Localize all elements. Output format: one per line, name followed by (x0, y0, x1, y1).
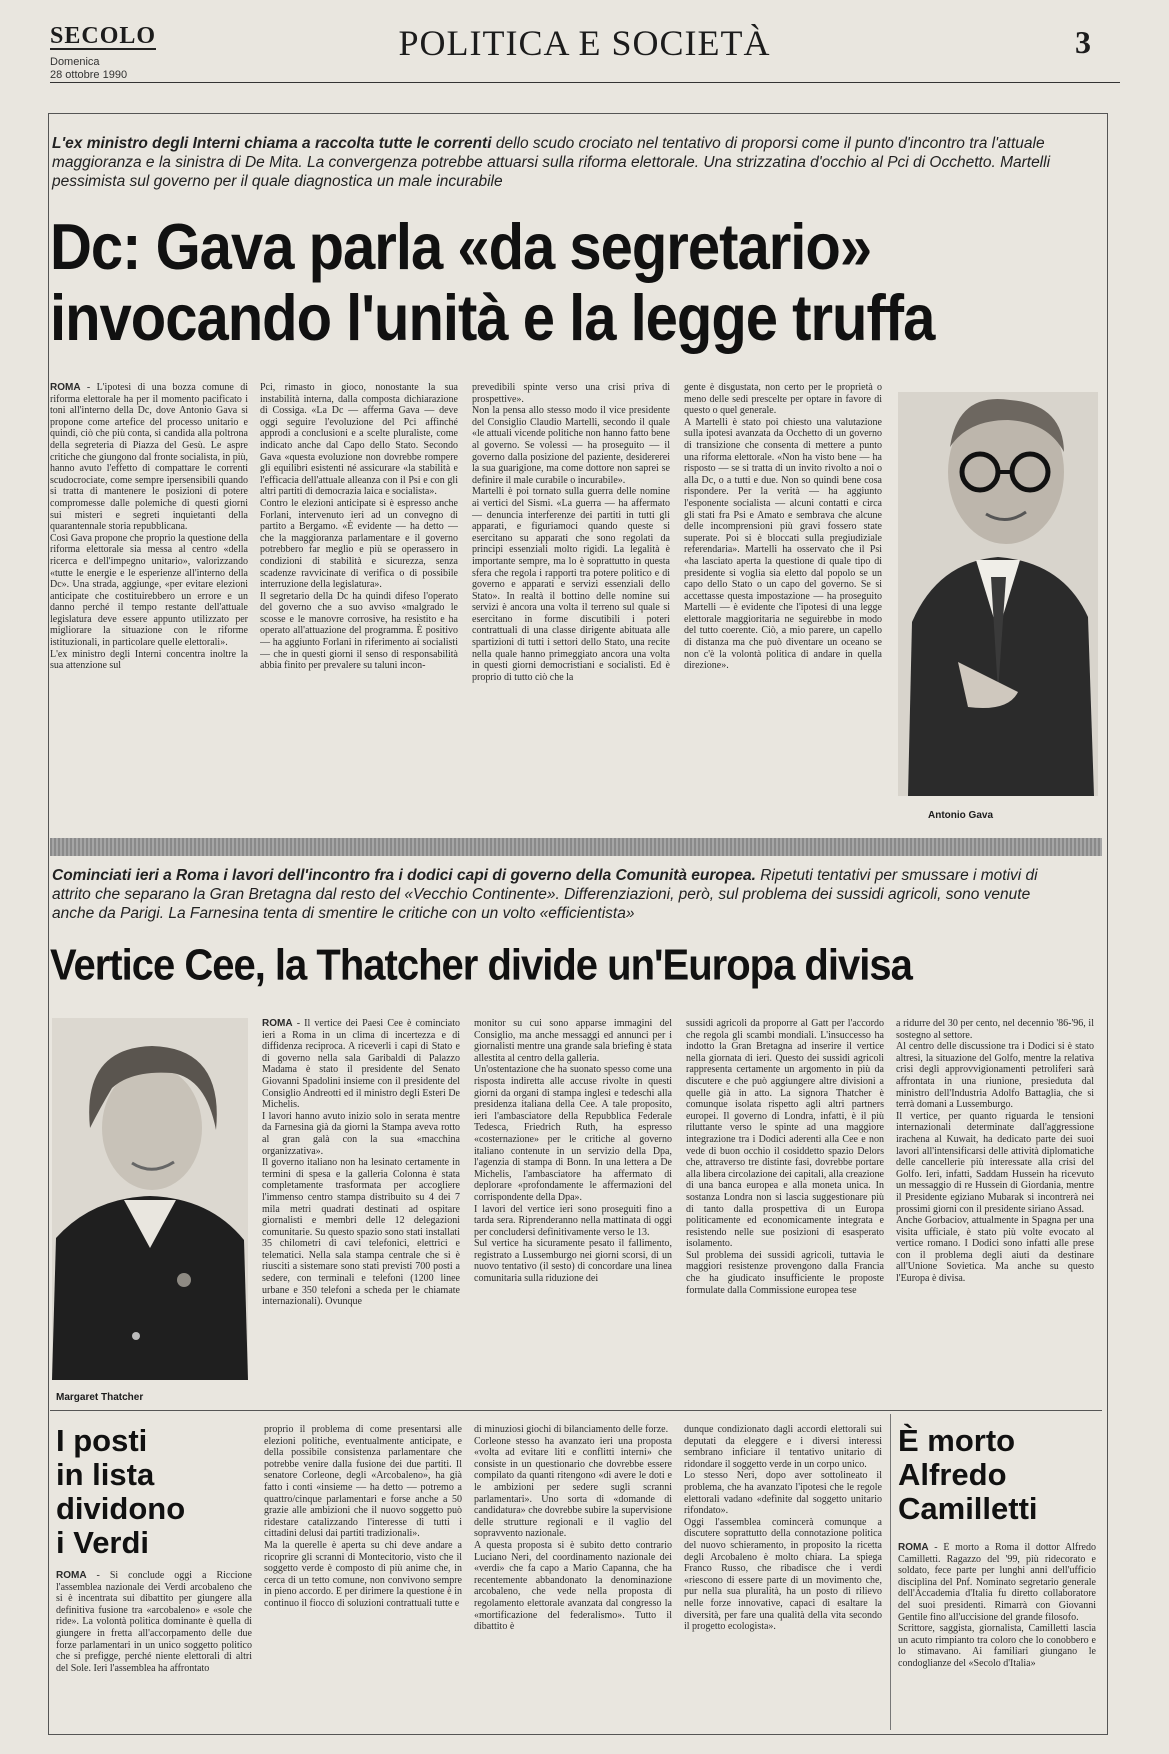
masthead-day: Domenica (50, 56, 100, 68)
gava-column-3: prevedibili spinte verso una crisi priva di prospettive». Non la pensa allo stesso modo il vice presidente del Consiglio Claudio Martelli, secondo il quale «le attuali vicende politiche non hanno fatto bene al governo. Se volessi — ha proseguito — il governo dalla posizione del paziente, desidererei la sua guarigione, ma come dottore non saprei se definire il male curabile o incurabile». Martelli è poi tornato sulla guerra delle nomine ai vertici del Sismi. «La guerra — ha affermato — denuncia interferenze dei partiti in tutti gli apparati, e figuriamoci quando queste si esercitano su apparati che sono regolati da principi essenziali molto rigidi. La legalità è importante sempre, ma lo è soprattutto in questa sfera che regola i rapporti tra potere politico e di governo e apparati e servizi essenziali dello Stato». In realtà il bottino delle nomine sui servizi è ancora una volta il terreno sul quale si esercitano in forme discutibili i poteri contrattuali di una classe dirigente abituata alle spartizioni di tutti i settori dello Stato, una recite nella quale hanno primeggiato ancora una volta in questi giorni democristiani e socialisti. Ed è proprio di tutto ciò che la (472, 382, 670, 683)
verdi-dateline: ROMA (56, 1570, 87, 1581)
cee-deck-bold: Cominciati ieri a Roma i lavori dell'incontro fra i dodici capi di governo della Comunità europea. (52, 867, 756, 884)
cee-dateline: ROMA (262, 1018, 293, 1029)
gava-deck-text: dello scudo crociato nel tentativo di proporsi come il punto d'incontro tra l'attuale maggioranza e la sinistra di De Mita. La convergenza potrebbe attuarsi sulla riforma elettorale. Una strizzatina d'occhio al Pci di Occhetto. Martelli pessimista sul governo per il quale diagnostica un male incurabile (52, 135, 1051, 190)
gava-column-2: Pci, rimasto in gioco, nonostante la sua instabilità interna, dalla composta dichiarazione di Cossiga. «La Dc — afferma Gava — deve oggi seguire l'evoluzione del Pci affinché approdi a conclusioni e a scelte pluraliste, come indicato anche dal Capo dello Stato. Secondo Gava «questa evoluzione non dovrebbe rompere gli equilibri esistenti né assicurare «la stabilità e l'efficacia dell'attuale alleanza con il Psi e con gli altri partiti di democrazia laica e socialista». Contro le elezioni anticipate si è espresso anche Forlani, intervenuto ieri ad un convegno di partito a Bergamo. «È evidente — ha detto — che la maggioranza parlamentare e il governo potrebbero far meglio e più se operassero in condizioni di stabilità e sicurezza, senza scadenze ravvicinate di verifica o di possibile interruzione della legislatura». Il segretario della Dc ha quindi difeso l'operato del governo che a suo avviso «malgrado le scosse e le manovre corrosive, ha resistito e ha operato all'attuazione del programma. È positivo — ha aggiunto Forlani in riferimento ai socialisti — che in questi giorni il senso di responsabilità abbia finito per prevalere su taluni incon- (260, 382, 458, 672)
thatcher-photo (52, 1018, 248, 1380)
gava-photo (898, 392, 1098, 796)
verdi-column-2: proprio il problema di come presentarsi alle elezioni politiche, eventualmente anticipate, e della possibile consistenza parlamentare che potrebbe venire dalla fusione dei due partiti. Il senatore Corleone, degli «Arcobaleno», ha già fatto i conti «insieme — ha detto — potremo a quattro/cinque parlamentari e forse anche a 50 grazie alle ambizioni che il nuovo soggetto può ridestare catalizzando l'interesse di tutti i cittadini delusi dai partiti tradizionali». Ma la querelle è aperta su chi deve andare a ricoprire gli scranni di Montecitorio, visto che il soggetto verde è composto di più anime che, in cerca di un tetto comune, non convivono sempre in pieno accordo. E per dirimere la questione è in continuo il fiocco di soluzioni contrattuali tutte e (264, 1424, 462, 1609)
camilletti-column-text: - È morto a Roma il dottor Alfredo Camilletti. Ragazzo del '99, più ridecorato e soldato, fece parte per lunghi anni dell'ufficio disciplina del Pnf. Nominato segretario generale dell'Accademia d'Italia fu diretto collaboratore del suoi presidenti. Rimarrà con Giovanni Gentile fino all'uccisione del grande filosofo. Scrittore, saggista, giornalista, Camilletti lascia un acuto rimpianto tra coloro che lo conobbero e lo stimavano. Ai familiari giungano le condoglianze del «Secolo d'Italia» (898, 1542, 1096, 1669)
cee-column-2: monitor su cui sono apparse immagini del Consiglio, ma anche messaggi ed annunci per i giornalisti mentre una grande sala briefing è stata allestita al centro della galleria. Un'ostentazione che ha suonato spesso come una risposta indiretta alle accuse rivolte in questi giorni da organi di stampa inglesi e tedeschi alla presidenza italiana della Cee. A tale proposito, ieri l'ambasciatore della Repubblica Federale Tedesca, Friedrich Ruth, ha espresso «costernazione» per le critiche al governo italiano contenute in un servizio della Dpa, l'agenzia di stampa di Bonn. In una lettera a De Michelis, l'ambasciatore ha affermato di deplorare «profondamente le affermazioni del corrispondente della Dpa». I lavori del vertice ieri sono proseguiti fino a tarda sera. Riprenderanno nella mattinata di oggi per concludersi definitivamente verso le 13. Sul vertice ha sicuramente pesato il fallimento, registrato a Lussemburgo nei giorni scorsi, di un nuovo tentativo (il sesto) di concordare una linea comunitaria sulla riduzione dei (474, 1018, 672, 1285)
bottom-divider (50, 1410, 1102, 1411)
thatcher-photo-caption: Margaret Thatcher (56, 1392, 144, 1403)
masthead-date-text: 28 ottobre 1990 (50, 69, 128, 81)
gava-headline-line2: invocando l'unità e la legge truffa (50, 281, 935, 355)
cee-column-1-text: - Il vertice dei Paesi Cee è cominciato ieri a Roma in un clima di incertezza e di diffidenza reciproca. A riceverli i capi di Stato e di governo nella sala Garibaldi di Palazzo Madama è stato il presidente del Senato Giovanni Spadolini insieme con il presidente del Consiglio Andreotti ed il ministro degli Esteri De Michelis. I lavori hanno avuto inizio solo in serata mentre da Farnesina già da giorni la Stampa aveva rotto al gran galà con la sua «macchina organizzativa». Il governo italiano non ha lesinato certamente in termini di spesa e la galleria Colonna è stata completamente trasformata per accogliere l'immenso centro stampa distribuito su 4 dei 7 mila metri quadrati destinati ad ospitare giornalisti e membri delle 12 delegazioni comunitarie. Su questo spazio sono stati installati 35 chilometri di cavi telefonici, elettrici e telematici. Nella sala stampa centrale che si è riusciti a sistemare sono stati previsti 700 posti a sedere, con terminali e telefoni (1200 linee urbane e 350 telefoni a scheda per le chiamate internazionali). Ovunque (262, 1018, 460, 1308)
camilletti-headline-line2: Alfredo (898, 1457, 1007, 1492)
gava-headline-line1: Dc: Gava parla «da segretario» (50, 210, 872, 284)
cee-deck-text: Ripetuti tentativi per smussare i motivi di attrito che separano la Gran Bretagna dal resto del «Vecchio Continente». Differenziazioni, però, sul problema dei sussidi agricoli, sono venute anche da Parigi. La Farnesina tenta di smentire le critiche con un volto «efficientista» (52, 867, 1038, 922)
camilletti-dateline: ROMA (898, 1542, 929, 1553)
verdi-column-4: dunque condizionato dagli accordi elettorali sui deputati da eleggere e i diversi interessi sembrano inficiare il tentativo unitario di ridondare il soggetto verde in un corpo unico. Lo stesso Neri, dopo aver sottolineato il problema, che ha avanzato l'ipotesi che le regole elettorali vadano «definite dal soggetto unitario rifondato». Oggi l'assemblea comincerà comunque a discutere soprattutto della connotazione politica del nuovo schieramento, in proposito la ricetta degli Arcobaleno è molto chiara. La spiega Franco Russo, che ribadisce che i verdi «riescono di essere parte di un movimento che, pur nella sua pluralità, ha un posto di rilievo nelle forze innovative, capaci di esaltare la diversità, per fare una qualità della vita secondo il progetto ecologista». (684, 1424, 882, 1633)
verdi-headline (56, 1424, 256, 1560)
gava-column-1 (50, 382, 248, 822)
gava-column-4: gente è disgustata, non certo per le proprietà o meno delle sedi prescelte per optare in favore di questo o quel generale. A Martelli è stato poi chiesto una valutazione sulla ipotesi avanzata da Occhetto di un governo di transizione che consenta di mettere a punto una riforma elettorale. «Non ha visto bene — ha risposto — se si tratta di un invito rivolto a noi o alla Dc, o a tutti e due. Non so quindi bene cosa rispondere. Per la verità — ha aggiunto l'esponente socialista — alcuni contatti e circa gli stati fra Psi e Amato e sembrava che alcune delle incomprensioni più gravi fossero state superate. Poi si è bloccati sulla pregiudiziale referendaria». Martelli ha osservato che il Psi «ha lasciato aperta la questione di quale tipo di presidente si voglia sia eletto dal popolo se un capo dello Stato o un capo del governo. Se si accettasse questa impostazione — ha proseguito Martelli — è evidente che l'ipotesi di una legge elettorale maggioritaria ne seguirebbe in modo del tutto coerente. Ciò, a mio parere, un capello di distanza ma che può diventare un oceano se non c'è la volontà politica di andare in quella direzione». (684, 382, 882, 672)
camilletti-column (898, 1542, 1096, 1730)
camilletti-headline (898, 1424, 1098, 1526)
camilletti-headline-line3: Camilletti (898, 1491, 1038, 1526)
gava-deck (52, 134, 1052, 191)
header-rule (50, 82, 1120, 83)
camilletti-box-left-rule (890, 1414, 891, 1730)
verdi-headline-line4: i Verdi (56, 1525, 150, 1560)
section-title: POLITICA E SOCIETÀ (398, 23, 771, 63)
masthead-logo: SECOLO (50, 23, 157, 49)
gava-column-1-text: - L'ipotesi di una bozza comune di riforma elettorale ha per il momento pacificato i toni all'interno della Dc, dove Antonio Gava si propone come artefice del processo unitario e quindi, ciò che più conta, si candida alla poltrona della segreteria di Piazza del Gesù. Le aspre critiche che giungono dal fronte socialista, in più, hanno avuto l'effetto di compattare le correnti scudocrociate, come sempre ipersensibili quando si tratta di mantenere le posizioni di potere compromesse dalle polemiche di questi giorni sui misteri e segreti inquietanti della quarantennale storia repubblicana. Così Gava propone che proprio la questione della riforma elettorale sia messa al centro «della ricerca e dell'impegno unitario», valorizzando «tutte le energie e le esperienze all'interno della Dc». Una strada, aggiunge, «per evitare elezioni anticipate che costituirebbero un errore e un danno perché il tempo restante dell'attuale legislatura deve essere appunto utilizzato per migliorare la situazione con le riforme istituzionali, in particolare quelle elettorali». L'ex ministro degli Interni concentra inoltre la sua attenzione sul (50, 382, 248, 672)
camilletti-headline-line1: È morto (898, 1423, 1016, 1458)
separator-band (50, 838, 1102, 856)
cee-deck (52, 866, 1052, 923)
cee-column-3: sussidi agricoli da proporre al Gatt per l'accordo che regola gli scambi mondiali. L'insuccesso ha indotto la Gran Bretagna ad inserire il vertice nella giornata di ieri. Questo dei sussidi agricoli rappresenta certamente un argomento in più da discutere e che può aggiungere altre divisioni a quelle già in atto. La signora Thatcher è comunque isolata rispetto agli altri partners europei. Il governo di Londra, infatti, è il più riluttante verso le spinte ad una maggiore integrazione tra i Dodici aderenti alla Cee e non vede di buon occhio il cosiddetto spazio Delors che, attraverso tre distinte fasi, dovrebbe portare alla libera circolazione dei capitali, alla creazione di una banca europea e alla moneta unica. In sostanza Londra non si lascia suggestionare più di tanto dalla prospettiva di un Europa politicamente ed economicamente integrata e resistendo nelle sue posizioni di esasperato isolamento. Sul problema dei sussidi agricoli, tuttavia le maggiori resistenze provengono dalla Francia che ha giudicato insufficiente le proposte formulate dalla Commissione europea tese (686, 1018, 884, 1296)
verdi-column-3: di minuziosi giochi di bilanciamento delle forze. Corleone stesso ha avanzato ieri una proposta «volta ad evitare liti e conflitti interni» che consiste in un questionario che dovrebbe essere compilato da quanti ritengono «di avere le doti e le ambizioni per sedere sugli scranni parlamentari». Uno sorta di «domande di candidatura» che dovrebbe subire la supervisione delle strutture regionali e il vaglio del sopravvento nazionale. A questa proposta si è subito detto contrario Luciano Neri, del coordinamento nazionale dei «verdi» che fa capo a Mario Capanna, che ha recentemente abbandonato la denominazione arcobaleno, che vede nella proposta di regolamento elettorale avanzata dal congresso la «mortificazione del federalismo». Tutto il dibattito è (474, 1424, 672, 1633)
cee-headline: Vertice Cee, la Thatcher divide un'Europa divisa (50, 941, 912, 990)
cee-column-1 (262, 1018, 460, 1388)
verdi-headline-line1: I posti (56, 1423, 148, 1458)
page-number: 3 (1075, 24, 1091, 60)
gava-photo-caption: Antonio Gava (928, 810, 994, 821)
verdi-headline-line2: in lista (56, 1457, 155, 1492)
cee-column-4: a ridurre del 30 per cento, nel decennio '86-'96, il sostegno al settore. Al centro delle discussione tra i Dodici si è stato altresì, la situazione del Golfo, mentre la relativa crisi degli approvvigionamenti petroliferi sarà affrontata in una riunione, presieduta dal ministro dell'Industria Adolfo Battaglia, che si terrà domani a Lussemburgo. Il vertice, per quanto riguarda le tensioni internazionali determinate dall'aggressione irachena al Kuwait, ha dedicato parte dei suoi lavori all'intensificarsi delle attività diplomatiche delle cancellerie più interessate alla crisi del Golfo. Ieri, infatti, Saddam Hussein ha ricevuto un messaggio di re Hussein di Giordania, mentre il Presidente egiziano Mubarak si incontrerà nei prossimi giorni con il presidente siriano Assad. Anche Gorbaciov, attualmente in Spagna per una visita ufficiale, è stato più volte evocato al vertice romano. I Dodici sono infatti alle prese con il problema degli aiuti da destinare all'Unione Sovietica. Ma anche su questo l'Europa è divisa. (896, 1018, 1094, 1285)
verdi-column-1 (56, 1570, 252, 1730)
verdi-column-1-text: - Si conclude oggi a Riccione l'assemblea nazionale dei Verdi arcobaleno che si è incentrata sui dibattito per giungere alla definitiva fusione tra «arcobaleno» e «sole che ride». La volontà politica dominante è quella di giungere in fretta all'accorpamento delle due forze parlamentari in un unico soggetto politico che si prefigge, perché niente elettorali di altri del Sole. Ieri l'assemblea ha affrontato (56, 1570, 252, 1674)
gava-dateline: ROMA (50, 382, 81, 393)
gava-deck-bold: L'ex ministro degli Interni chiama a raccolta tutte le correnti (52, 135, 492, 152)
verdi-headline-line3: dividono (56, 1491, 186, 1526)
